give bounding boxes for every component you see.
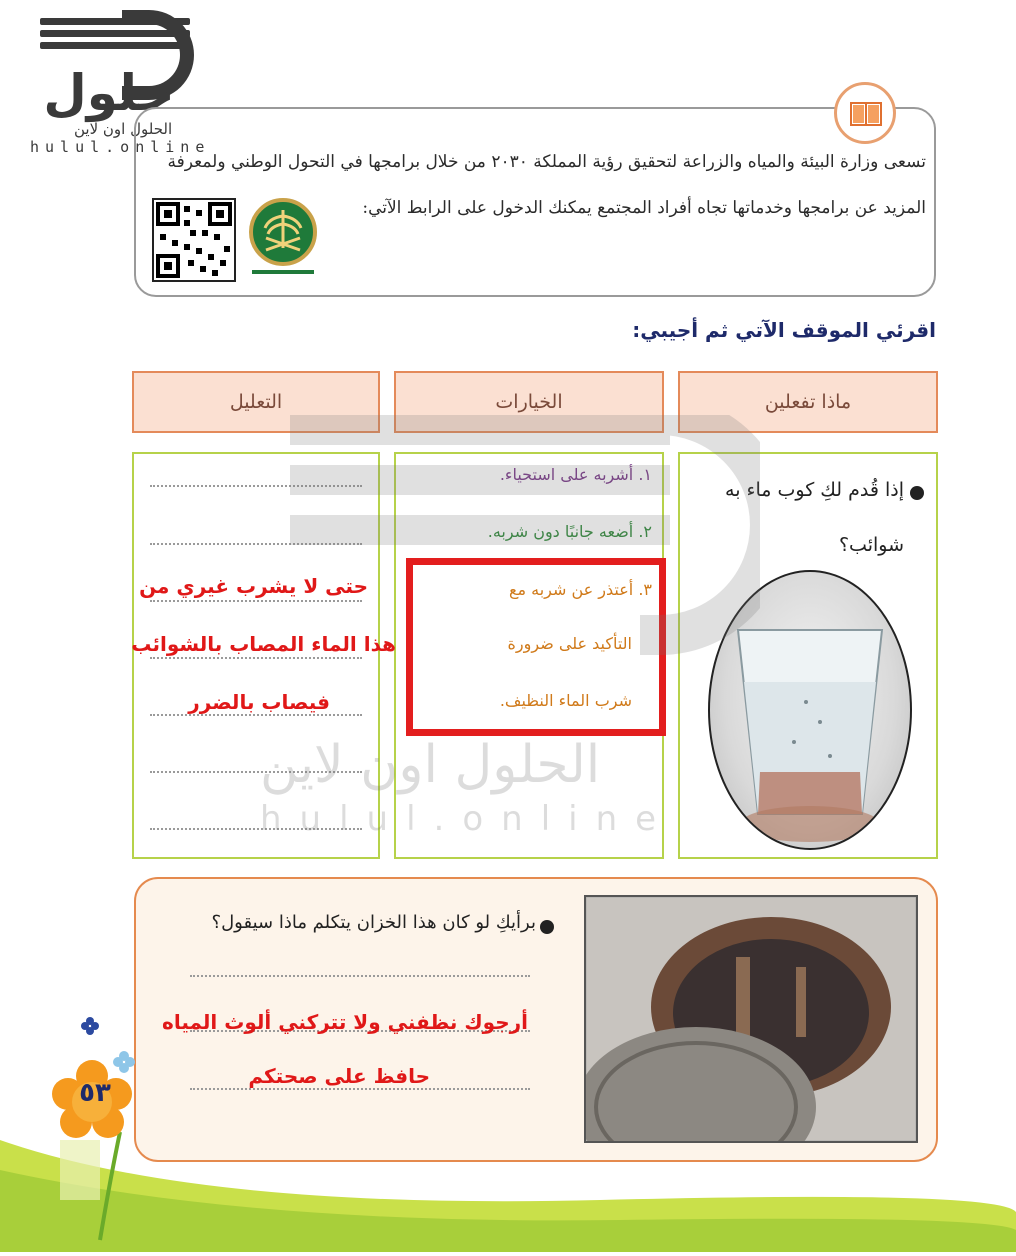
page-number: ٥٣ bbox=[79, 1078, 111, 1108]
watermark-arabic: الحلول اون لاين bbox=[260, 735, 601, 795]
situation-text-line-2: شوائب؟ bbox=[838, 534, 904, 556]
answer-line bbox=[150, 828, 362, 830]
header-options: الخيارات bbox=[394, 371, 664, 433]
tank-photo bbox=[584, 895, 918, 1143]
header-reason: التعليل bbox=[132, 371, 380, 433]
bullet-dot bbox=[910, 486, 924, 500]
logo-subtitle: الحلول اون لاين bbox=[74, 120, 173, 138]
bottom-answer-line-1: أرجوك نظفني ولا تتركني ألوث المياه bbox=[162, 1010, 528, 1034]
answer-line bbox=[190, 975, 530, 977]
logo-word: حلول bbox=[43, 64, 175, 122]
small-flower-icon bbox=[80, 1016, 100, 1036]
bullet-dot bbox=[540, 920, 554, 934]
answer-line bbox=[150, 543, 362, 545]
option-3-line-2: التأكيد على ضرورة bbox=[507, 634, 632, 653]
option-3-line-1: ٣. أعتذر عن شربه مع bbox=[508, 580, 652, 599]
option-2: ٢. أضعه جانبًا دون شربه. bbox=[487, 522, 652, 541]
answer-line bbox=[150, 714, 362, 716]
answer-line-1: حتى لا يشرب غيري من bbox=[139, 574, 368, 598]
ministry-logo bbox=[242, 196, 324, 282]
book-icon bbox=[834, 82, 896, 144]
option-1: ١. أشربه على استحياء. bbox=[499, 465, 652, 484]
glass-photo bbox=[708, 570, 912, 850]
bottom-answer-line-2: حافظ على صحتكم bbox=[248, 1064, 430, 1088]
qr-code[interactable] bbox=[152, 198, 236, 282]
logo-latin: hulul.online bbox=[30, 138, 211, 156]
header-what-to-do: ماذا تفعلين bbox=[678, 371, 938, 433]
watermark-latin: hulul.online bbox=[260, 799, 675, 839]
answer-line-3: فيصاب بالضرر bbox=[188, 690, 330, 714]
answer-line bbox=[150, 657, 362, 659]
answer-line bbox=[190, 1088, 530, 1090]
answer-line bbox=[150, 600, 362, 602]
instruction-heading: اقرئي الموقف الآتي ثم أجيبي: bbox=[632, 318, 936, 342]
answer-line-2: هذا الماء المصاب بالشوائب bbox=[131, 632, 396, 656]
selected-answer-box bbox=[406, 558, 666, 736]
green-ground bbox=[0, 1120, 1016, 1252]
info-text-line-1: تسعى وزارة البيئة والمياه والزراعة لتحقيق رؤية المملكة ٢٠٣٠ من خلال برامجها في التحول الوطني ولمعرفة bbox=[167, 152, 926, 172]
option-3-line-3: شرب الماء النظيف. bbox=[499, 691, 632, 710]
answer-line bbox=[150, 771, 362, 773]
situation-text-line-1: إذا قُدم لكِ كوب ماء به bbox=[725, 479, 904, 501]
bottom-question: برأيكِ لو كان هذا الخزان يتكلم ماذا سيقول؟ bbox=[211, 912, 536, 933]
info-text-line-2: المزيد عن برامجها وخدماتها تجاه أفراد المجتمع يمكنك الدخول على الرابط الآتي: bbox=[362, 198, 926, 218]
answer-line bbox=[150, 485, 362, 487]
